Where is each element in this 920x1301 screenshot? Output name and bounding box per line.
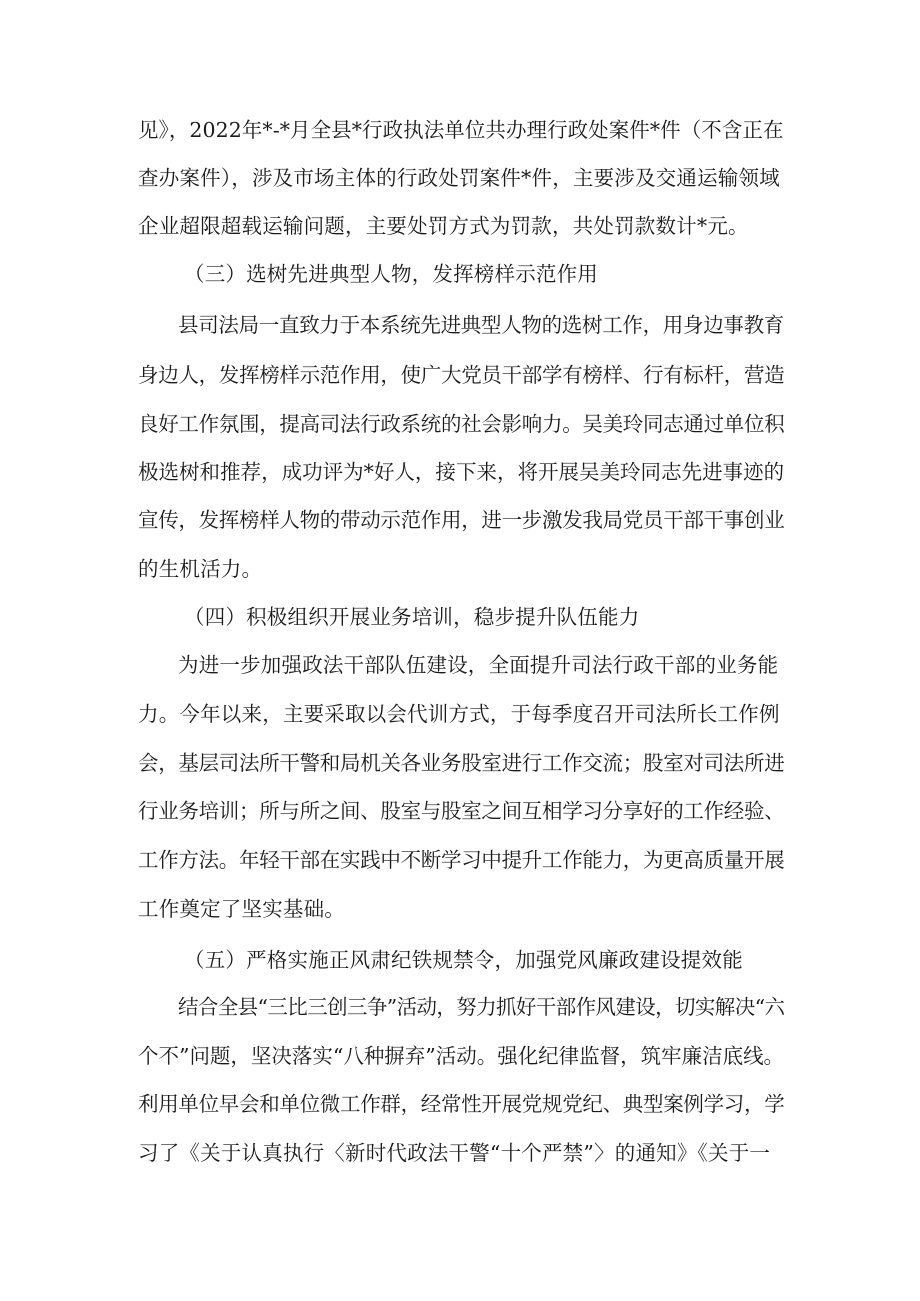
paragraph-line: 个不”问题，坚决落实“八种摒弃”活动。强化纪律监督，筑牢廉洁底线。 [138, 1044, 785, 1068]
paragraph-line: 极选树和推荐，成功评为*好人，接下来，将开展吴美玲同志先进事迹的 [138, 460, 785, 484]
paragraph-line: 工作奠定了坚实基础。 [138, 897, 345, 921]
paragraph-line: 查办案件），涉及市场主体的行政处罚案件*件，主要涉及交通运输领域 [138, 166, 780, 190]
paragraph-line: 利用单位早会和单位微工作群，经常性开展党规党纪、典型案例学习，学 [138, 1092, 785, 1116]
section-heading: （四）积极组织开展业务培训，稳步提升队伍能力 [184, 605, 640, 629]
paragraph-line: 工作方法。年轻干部在实践中不断学习中提升工作能力，为更高质量开展 [138, 848, 785, 872]
paragraph-line: 会，基层司法所干警和局机关各业务股室进行工作交流；股室对司法所进 [138, 751, 785, 775]
paragraph-line: 的生机活力。 [138, 557, 263, 581]
paragraph-line: 力。今年以来，主要采取以会代训方式，于每季度召开司法所长工作例 [138, 702, 780, 726]
paragraph-line: 企业超限超载运输问题，主要处罚方式为罚款，共处罚款数计*元。 [138, 214, 749, 238]
paragraph-line: 结合全县“三比三创三争”活动，努力抓好干部作风建设，切实解决“六 [178, 995, 785, 1019]
section-heading: （五）严格实施正风肃纪铁规禁令，加强党风廉政建设提效能 [184, 948, 743, 972]
paragraph-line: 见》，2022年*-*月全县*行政执法单位共办理行政处案件*件（不含正在 [138, 118, 784, 142]
paragraph-line: 行业务培训；所与所之间、股室与股室之间互相学习分享好的工作经验、 [138, 799, 785, 823]
paragraph-line: 为进一步加强政法干部队伍建设，全面提升司法行政干部的业务能 [178, 653, 779, 677]
paragraph-line: 良好工作氛围，提高司法行政系统的社会影响力。吴美玲同志通过单位积 [138, 412, 785, 436]
paragraph-line: 县司法局一直致力于本系统先进典型人物的选树工作，用身边事教育 [178, 313, 784, 337]
paragraph-line: 习了《关于认真执行〈新时代政法干警“十个严禁”〉的通知》《关于一 [138, 1141, 771, 1165]
section-heading: （三）选树先进典型人物，发挥榜样示范作用 [184, 262, 598, 286]
paragraph-line: 宣传，发挥榜样人物的带动示范作用，进一步激发我局党员干部干事创业 [138, 508, 785, 532]
paragraph-line: 身边人，发挥榜样示范作用，使广大党员干部学有榜样、行有标杆，营造 [138, 363, 785, 387]
